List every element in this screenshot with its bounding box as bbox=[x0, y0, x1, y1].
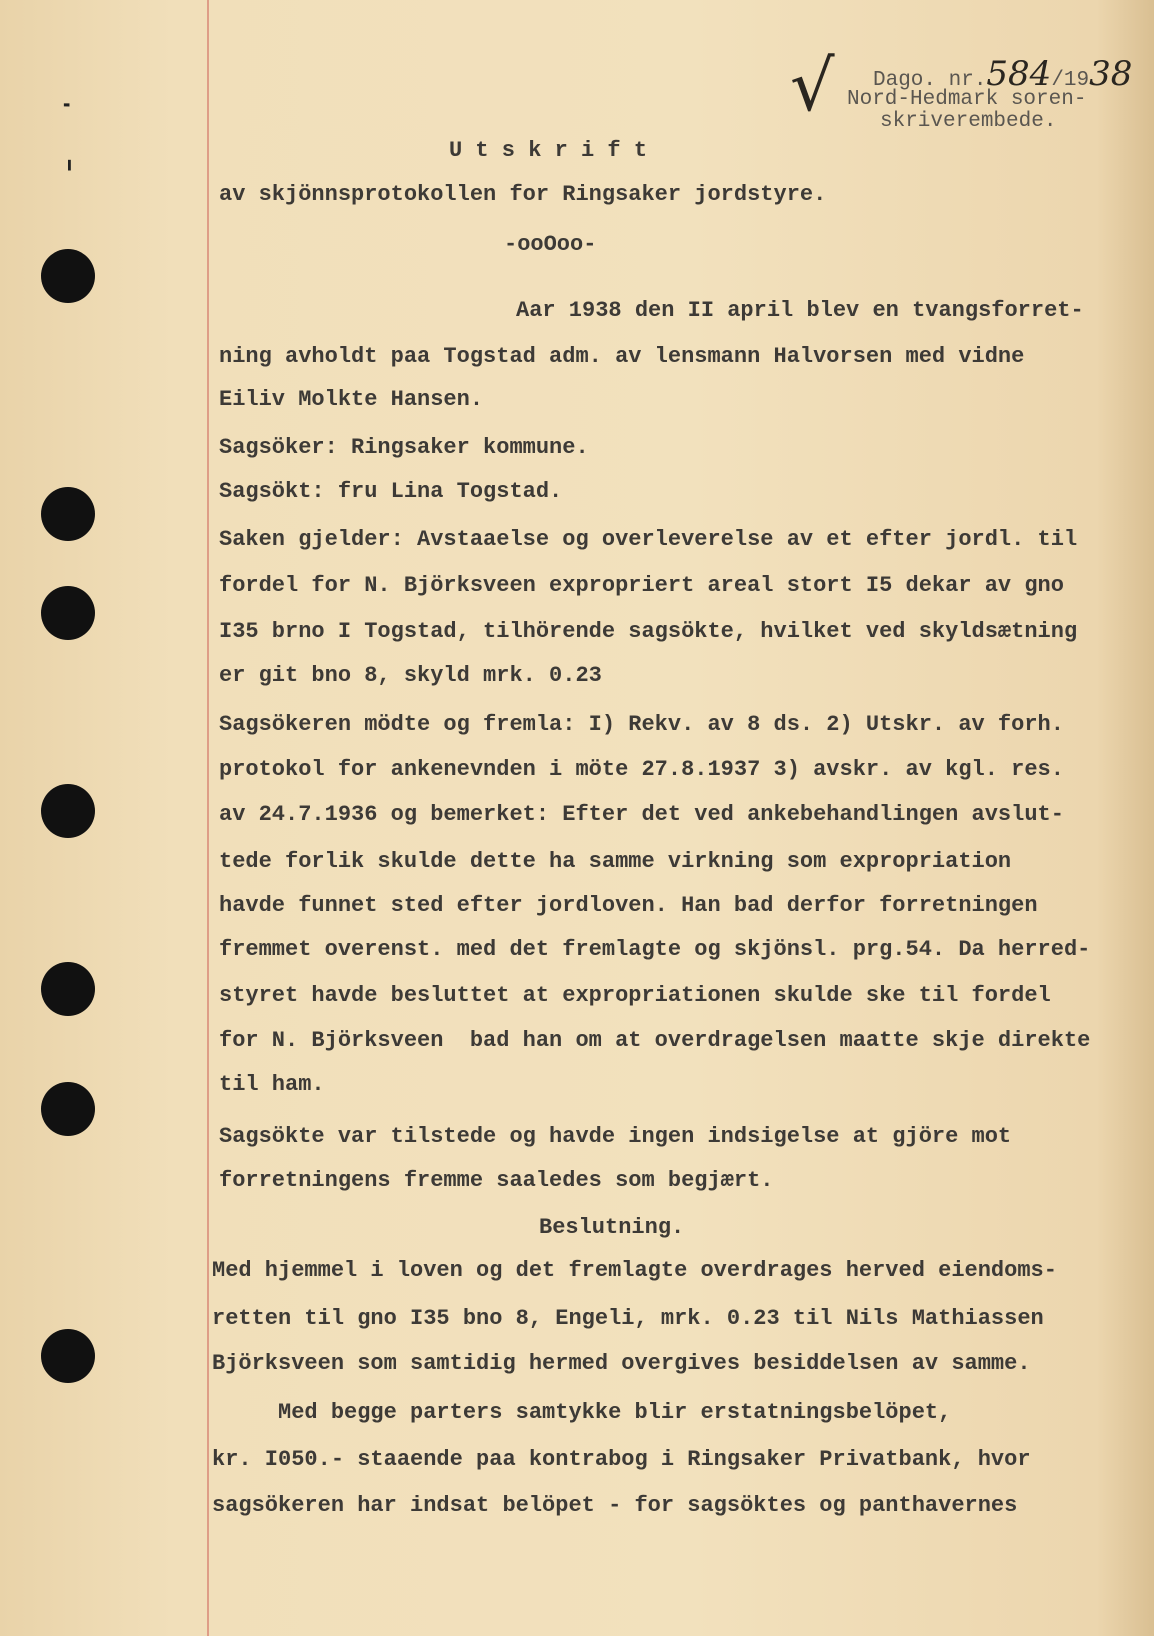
body-line: protokol for ankenevnden i möte 27.8.1937 3) avskr. av kgl. res. bbox=[219, 757, 1064, 782]
decision-line: Med begge parters samtykke blir erstatningsbelöpet, bbox=[212, 1400, 952, 1425]
punch-hole bbox=[41, 1329, 95, 1383]
year-prefix: /19 bbox=[1051, 69, 1090, 92]
dagbok-label: Dago. nr. bbox=[873, 69, 987, 92]
decision-heading: Beslutning. bbox=[539, 1215, 685, 1240]
decision-line: retten til gno I35 bno 8, Engeli, mrk. 0.23 til Nils Mathiassen bbox=[212, 1306, 1044, 1331]
body-line: Sagsökt: fru Lina Togstad. bbox=[219, 479, 563, 504]
year-handwritten: 38 bbox=[1089, 54, 1133, 94]
punch-hole bbox=[41, 1082, 95, 1136]
document-subtitle: av skjönnsprotokollen for Ringsaker jordstyre. bbox=[219, 182, 827, 207]
body-line: for N. Björksveen bad han om at overdragelsen maatte skje direkte bbox=[219, 1028, 1091, 1053]
body-line: Sagsöker: Ringsaker kommune. bbox=[219, 435, 589, 460]
body-line: I35 brno I Togstad, tilhörende sagsökte, hvilket ved skyldsætning bbox=[219, 619, 1078, 644]
body-line: er git bno 8, skyld mrk. 0.23 bbox=[219, 663, 602, 688]
punch-hole bbox=[41, 249, 95, 303]
body-line: til ham. bbox=[219, 1072, 325, 1097]
body-line: Saken gjelder: Avstaaelse og overleverelse av et efter jordl. til bbox=[219, 527, 1078, 552]
decision-line: sagsökeren har indsat belöpet - for sagsöktes og panthavernes bbox=[212, 1493, 1018, 1518]
body-line: Sagsökeren mödte og fremla: I) Rekv. av 8 ds. 2) Utskr. av forh. bbox=[219, 712, 1064, 737]
punch-hole bbox=[41, 784, 95, 838]
margin-mark: ╸ bbox=[64, 97, 75, 117]
punch-hole bbox=[41, 962, 95, 1016]
office-stamp-line2: skriverembede. bbox=[880, 110, 1057, 133]
check-mark: √ bbox=[790, 45, 835, 127]
body-line: tede forlik skulde dette ha samme virkning som expropriation bbox=[219, 849, 1012, 874]
body-line: Eiliv Molkte Hansen. bbox=[219, 387, 484, 412]
office-stamp-line1: Nord-Hedmark soren- bbox=[847, 88, 1087, 111]
body-line: fordel for N. Björksveen expropriert areal stort I5 dekar av gno bbox=[219, 573, 1064, 598]
body-line: fremmet overenst. med det fremlagte og skjönsl. prg.54. Da herred- bbox=[219, 937, 1091, 962]
body-line: Aar 1938 den II april blev en tvangsforret- bbox=[516, 298, 1084, 323]
decision-line: kr. I050.- staaende paa kontrabog i Ringsaker Privatbank, hvor bbox=[212, 1447, 1031, 1472]
body-line: styret havde besluttet at expropriationen skulde ske til fordel bbox=[219, 983, 1051, 1008]
dagbok-handwritten-number: 584 bbox=[986, 54, 1052, 94]
body-line: havde funnet sted efter jordloven. Han bad derfor forretningen bbox=[219, 893, 1038, 918]
body-line: ning avholdt paa Togstad adm. av lensmann Halvorsen med vidne bbox=[219, 344, 1025, 369]
separator: -ooOoo- bbox=[504, 232, 597, 257]
punch-hole bbox=[41, 586, 95, 640]
body-line: av 24.7.1936 og bemerket: Efter det ved ankebehandlingen avslut- bbox=[219, 802, 1064, 827]
punch-hole bbox=[41, 487, 95, 541]
margin-mark: ╻ bbox=[64, 152, 75, 172]
body-line: Sagsökte var tilstede og havde ingen indsigelse at gjöre mot bbox=[219, 1124, 1012, 1149]
decision-line: Med hjemmel i loven og det fremlagte overdrages herved eiendoms- bbox=[212, 1258, 1057, 1283]
body-line: forretningens fremme saaledes som begjært. bbox=[219, 1168, 774, 1193]
margin-line bbox=[207, 0, 209, 1636]
document-title: U t s k r i f t bbox=[449, 138, 648, 163]
decision-line: Björksveen som samtidig hermed overgives besiddelsen av samme. bbox=[212, 1351, 1031, 1376]
